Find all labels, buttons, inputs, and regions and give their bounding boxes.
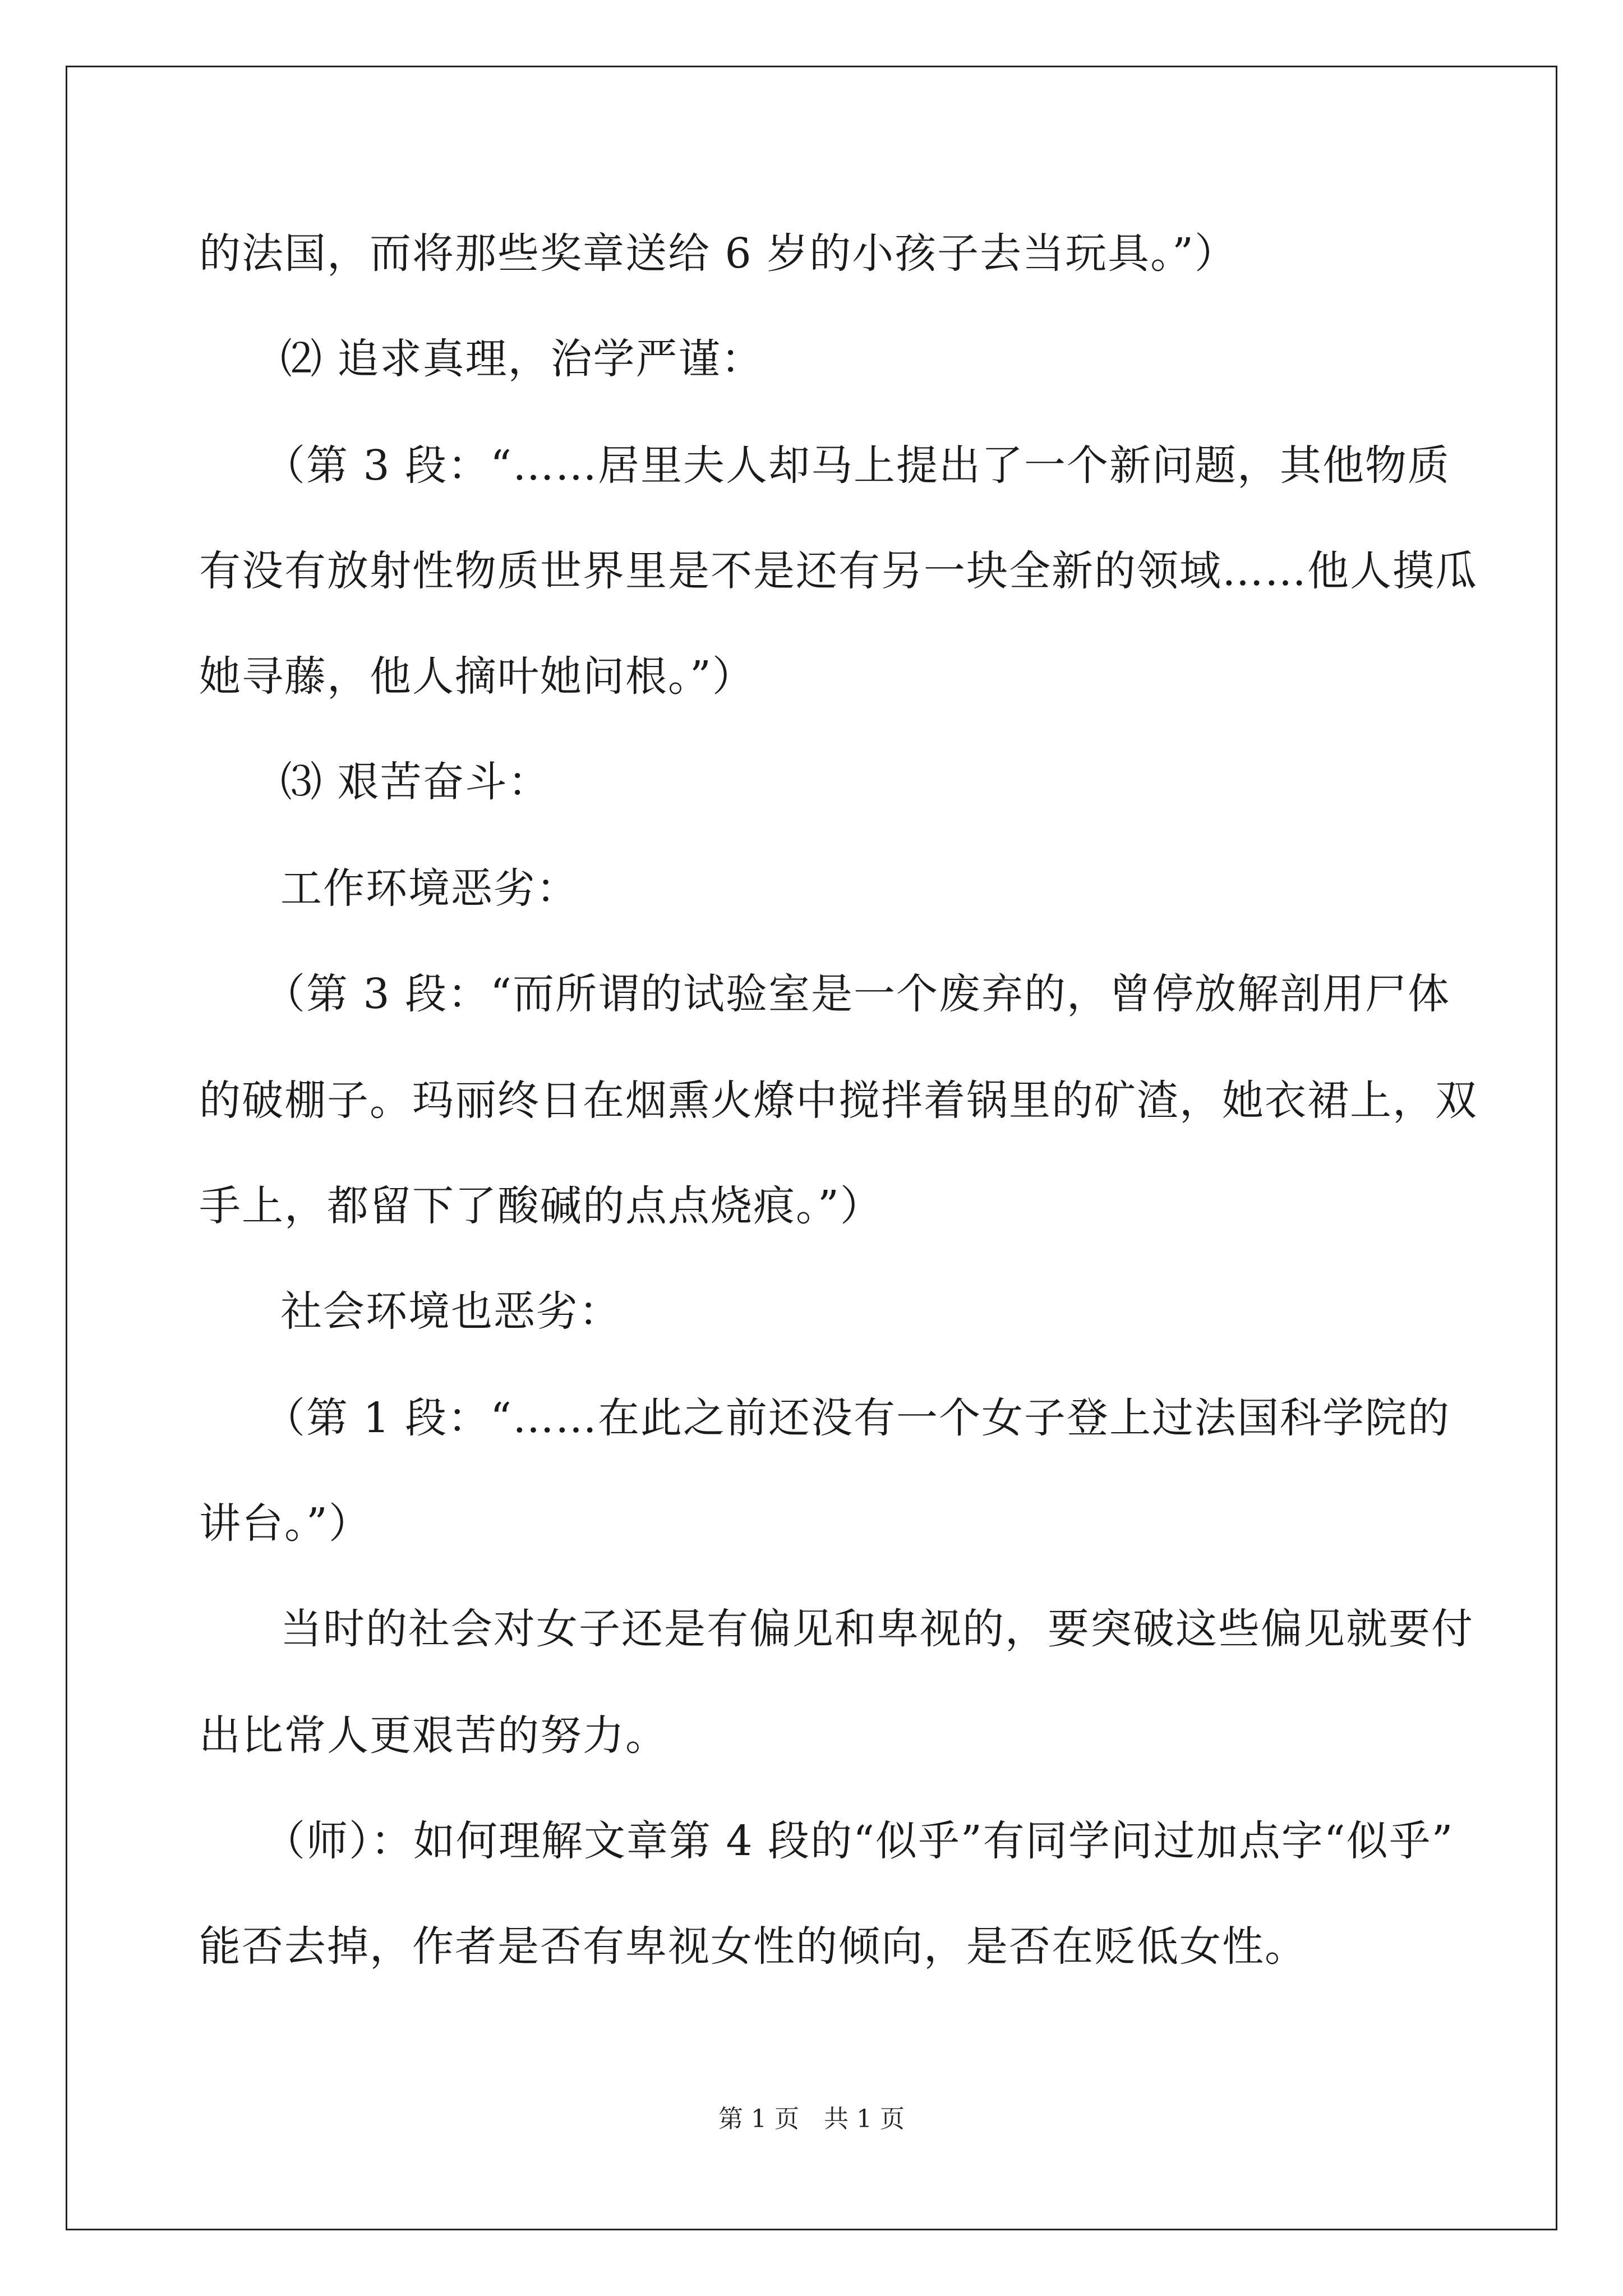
section-heading-3: ⑶ 艰苦奋斗： xyxy=(280,758,551,806)
paragraph-line: 能否去掉，作者是否有卑视女性的倾向，是否在贬低女性。 xyxy=(199,1922,1307,1971)
subheading: 社会环境也恶劣： xyxy=(280,1287,621,1336)
paragraph-line: 当时的社会对女子还是有偏见和卑视的，要突破这些偏见就要付 xyxy=(280,1605,1474,1653)
paragraph-line: 的破棚子。玛丽终日在烟熏火燎中搅拌着锅里的矿渣，她衣裙上，双 xyxy=(199,1076,1478,1125)
paragraph-line: （第 1 段：“……在此之前还没有一个女子登上过法国科学院的 xyxy=(264,1394,1450,1442)
paragraph-line: （第 3 段：“而所谓的试验室是一个废弃的，曾停放解剖用尸体 xyxy=(264,970,1450,1018)
paragraph-line: 的法国，而将那些奖章送给 6 岁的小孩子去当玩具。”） xyxy=(199,229,1237,278)
paragraph-line: （师）：如何理解文章第 4 段的“似乎”有同学问过加点字“似乎” xyxy=(264,1817,1454,1865)
paragraph-line: 她寻藤，他人摘叶她问根。”） xyxy=(199,652,755,701)
subheading: 工作环境恶劣： xyxy=(280,864,579,913)
paragraph-line: 出比常人更艰苦的努力。 xyxy=(199,1711,668,1760)
paragraph-line: （第 3 段：“……居里夫人却马上提出了一个新问题，其他物质 xyxy=(264,441,1450,490)
page-number: 第 1 页 共 1 页 xyxy=(718,2105,905,2133)
section-heading-2: ⑵ 追求真理，治学严谨： xyxy=(280,335,764,383)
paragraph-line: 有没有放射性物质世界里是不是还有另一块全新的领域……他人摸瓜 xyxy=(199,547,1478,595)
page-border xyxy=(66,66,1557,2230)
paragraph-line: 手上，都留下了酸碱的点点烧痕。”） xyxy=(199,1182,883,1230)
paragraph-line: 讲台。”） xyxy=(199,1499,371,1548)
